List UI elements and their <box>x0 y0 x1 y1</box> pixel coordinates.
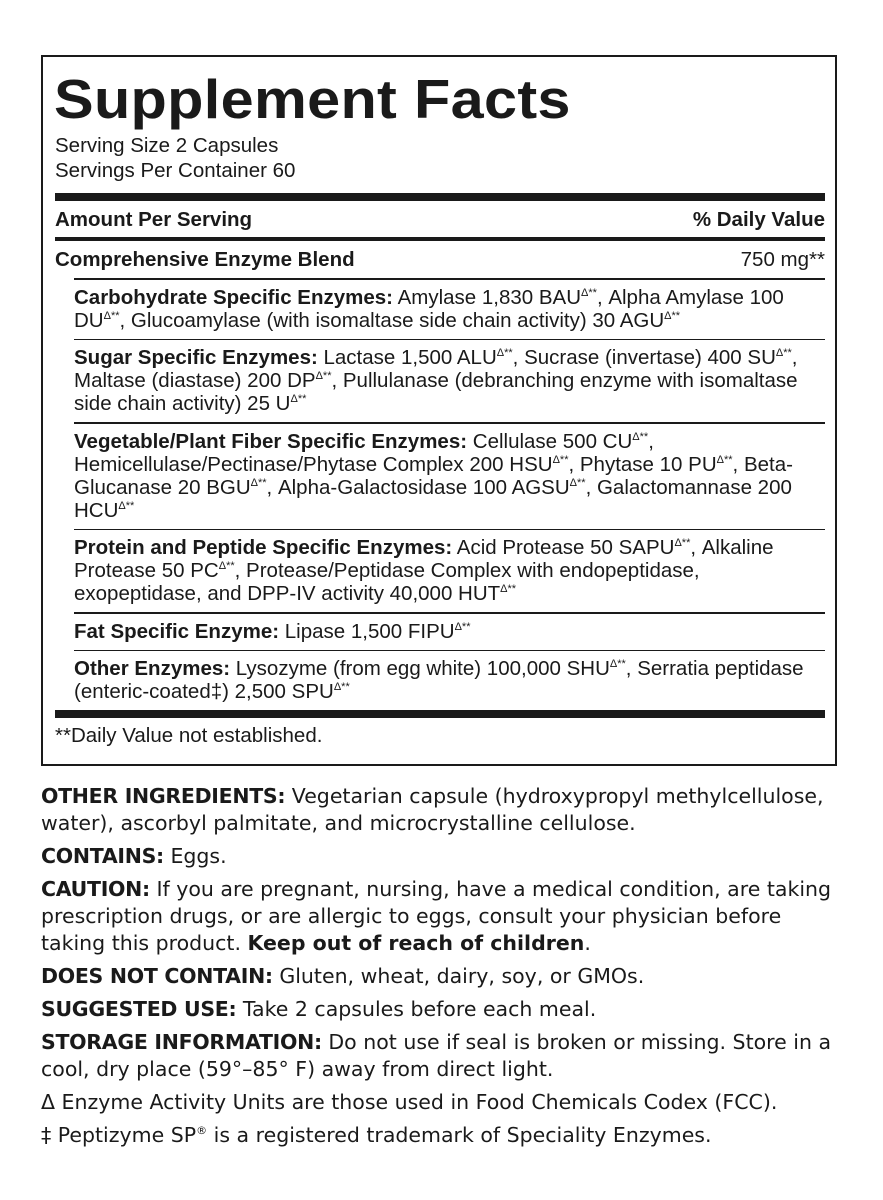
enzyme-text: , Glucoamylase (with isomaltase side chain activity) 30 AGU <box>119 308 665 332</box>
enzyme-text: Acid Protease 50 SAPU <box>452 536 675 559</box>
enzyme-text: Lipase 1,500 FIPU <box>279 619 455 643</box>
activity-unit-marker: Δ** <box>315 370 332 383</box>
activity-unit-marker: Δ** <box>632 430 649 443</box>
enzyme-text: , Maltase (diastase) 200 DP <box>74 346 798 392</box>
caution-label: CAUTION: <box>41 877 150 901</box>
other-ingredients-label: OTHER INGREDIENTS: <box>41 784 286 808</box>
enzyme-group-row <box>74 280 825 339</box>
serving-size: Serving Size 2 Capsules <box>55 134 279 157</box>
other-ingredients <box>41 783 841 837</box>
divider-thick <box>55 193 825 201</box>
enzyme-text: Cellulase 500 CU <box>467 429 633 453</box>
enzyme-text: , Hemicellulase/Pectinase/Phytase Complex 200 HSU <box>74 429 654 476</box>
activity-unit-marker: Δ** <box>674 537 691 550</box>
supplement-facts-panel <box>41 55 837 766</box>
blend-row <box>55 241 825 278</box>
enzyme-text: , Galactomannase 200 HCU <box>74 475 792 522</box>
activity-unit-marker: Δ** <box>250 476 267 489</box>
daily-value-footnote: **Daily Value not established. <box>55 724 323 747</box>
caution <box>41 876 841 957</box>
activity-unit-marker: Δ** <box>581 286 597 299</box>
contains-text: Eggs. <box>163 844 227 868</box>
activity-unit-marker: Δ** <box>500 583 517 596</box>
enzyme-text: , Beta-Glucanase 20 BGU <box>74 452 793 499</box>
enzyme-text: , Alpha-Galactosidase 100 AGSU <box>266 475 570 499</box>
enzyme-group-label: Fat Specific Enzyme: <box>74 619 280 643</box>
blend-amount: 750 mg** <box>740 248 825 271</box>
enzyme-units-note: Δ Enzyme Activity Units are those used in Food Chemicals Codex (FCC). <box>41 1090 778 1114</box>
activity-unit-marker: Δ** <box>118 499 135 512</box>
servings-per-container: Servings Per Container 60 <box>55 159 296 182</box>
contains <box>41 843 841 870</box>
suggested-use-text: Take 2 capsules before each meal. <box>236 997 597 1021</box>
enzyme-text: , Phytase 10 PU <box>568 452 717 476</box>
does-not-contain-text: Gluten, wheat, dairy, soy, or GMOs. <box>272 964 645 988</box>
activity-unit-marker: Δ** <box>552 453 569 466</box>
header-row <box>55 201 825 237</box>
enzyme-text: , Alkaline Protease 50 PC <box>74 536 774 582</box>
blend-name: Comprehensive Enzyme Blend <box>55 248 355 271</box>
enzyme-text: , Alpha Amylase 100 DU <box>74 285 784 332</box>
registered-mark: ® <box>196 1124 208 1138</box>
enzyme-group-label: Other Enzymes: <box>74 657 231 680</box>
storage-information <box>41 1029 841 1083</box>
enzyme-text: , Pullulanase (debranching enzyme with isomaltase side chain activity) 25 U <box>74 369 798 415</box>
enzyme-group-label: Carbohydrate Specific Enzymes: <box>74 285 393 309</box>
suggested-use <box>41 996 841 1023</box>
enzyme-text: Lysozyme (from egg white) 100,000 SHU <box>230 657 610 680</box>
storage-text: Do not use if seal is broken or missing. Store in a cool, dry place (59°–85° F) away from direct light. <box>41 1030 832 1081</box>
enzyme-group-row <box>74 651 825 710</box>
enzyme-text: Lactase 1,500 ALU <box>317 346 497 369</box>
caution-end: . <box>584 931 591 955</box>
divider-thick <box>55 710 825 718</box>
daily-value-header: % Daily Value <box>692 208 825 231</box>
enzyme-group-row <box>74 530 825 612</box>
activity-unit-marker: Δ** <box>569 476 586 489</box>
trademark-pre: ‡ Peptizyme SP <box>41 1123 197 1147</box>
enzyme-group-label: Protein and Peptide Specific Enzymes: <box>74 536 453 559</box>
enzyme-text: Amylase 1,830 BAU <box>393 285 582 309</box>
does-not-contain-label: DOES NOT CONTAIN: <box>41 964 273 988</box>
enzyme-text: , Sucrase (invertase) 400 SU <box>512 346 776 369</box>
caution-bold: Keep out of reach of children <box>247 931 585 955</box>
panel-title: Supplement Facts <box>54 68 571 130</box>
activity-unit-marker: Δ** <box>333 681 350 694</box>
contains-label: CONTAINS: <box>41 844 164 868</box>
enzyme-groups <box>55 280 825 711</box>
other-ingredients-text: Vegetarian capsule (hydroxypropyl methylcellulose, water), ascorbyl palmitate, and microcrystalline cellulose. <box>41 784 824 835</box>
enzyme-text: , Serratia peptidase (enteric-coated‡) 2,500 SPU <box>74 657 804 703</box>
activity-unit-marker: Δ** <box>454 620 471 633</box>
enzyme-group-row <box>74 614 825 650</box>
activity-unit-marker: Δ** <box>496 347 513 360</box>
enzyme-group-row <box>74 424 825 529</box>
caution-text: If you are pregnant, nursing, have a medical condition, are taking prescription drugs, or are allergic to eggs, consult your physician before taking this product. <box>41 877 832 955</box>
activity-unit-marker: Δ** <box>775 347 792 360</box>
enzyme-text: , Protease/Peptidase Complex with endopeptidase, exopeptidase, and DPP-IV activity 40,000 HUT <box>74 559 700 605</box>
enzyme-group-label: Sugar Specific Enzymes: <box>74 346 318 369</box>
does-not-contain <box>41 963 841 990</box>
trademark-post: is a registered trademark of Speciality Enzymes. <box>207 1123 712 1147</box>
enzyme-group-label: Vegetable/Plant Fiber Specific Enzymes: <box>74 429 468 453</box>
enzyme-group-row <box>74 340 825 422</box>
activity-unit-marker: Δ** <box>103 309 120 322</box>
suggested-use-label: SUGGESTED USE: <box>41 997 237 1021</box>
activity-unit-marker: Δ** <box>218 560 235 573</box>
activity-unit-marker: Δ** <box>609 658 626 671</box>
storage-label: STORAGE INFORMATION: <box>41 1030 322 1054</box>
activity-unit-marker: Δ** <box>664 309 681 322</box>
label-info-section <box>41 783 841 1155</box>
trademark-note <box>41 1122 841 1149</box>
activity-unit-marker: Δ** <box>716 453 733 466</box>
amount-per-serving-label: Amount Per Serving <box>55 208 253 231</box>
activity-unit-marker: Δ** <box>290 393 307 406</box>
